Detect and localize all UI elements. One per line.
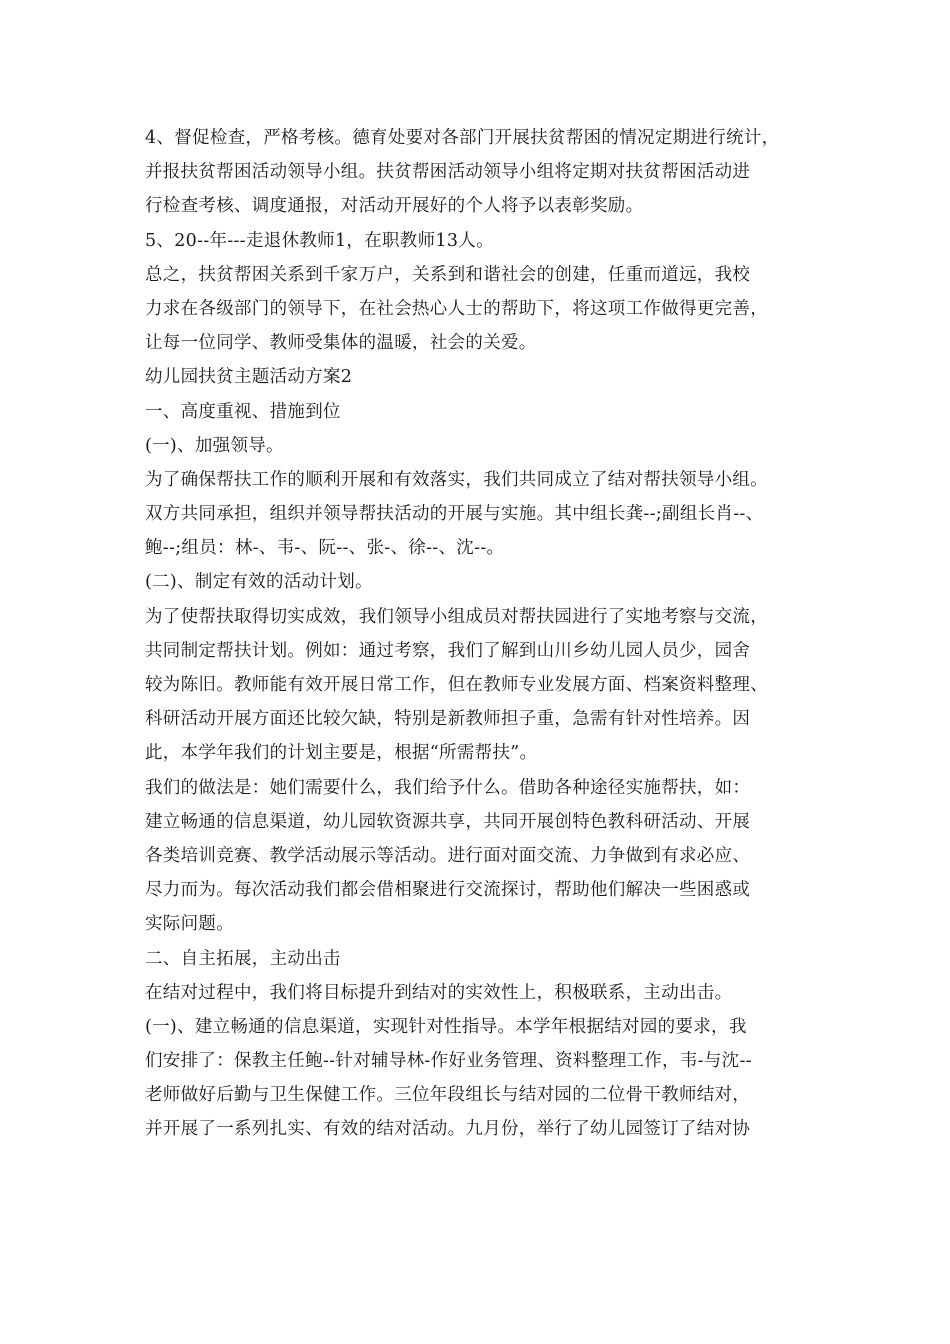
text-line: 老师做好后勤与卫生保健工作。三位年段组长与结对园的二位骨干教师结对， [145, 1085, 751, 1106]
document-body [145, 121, 817, 1147]
text-line: (一)、建立畅通的信息渠道，实现针对性指导。本学年根据结对园的要求，我 [145, 1016, 747, 1037]
text-line: 各类培训竞赛、教学活动展示等活动。进行面对面交流、力争做到有求必应、 [145, 845, 751, 866]
text-line: 并开展了一系列扎实、有效的结对活动。九月份，举行了幼儿园签订了结对协 [145, 1119, 751, 1140]
text-line: 5、20--年---走退休教师1，在职教师13人。 [145, 230, 494, 251]
text-line: 在结对过程中，我们将目标提升到结对的实效性上，积极联系，主动出击。 [145, 982, 733, 1003]
text-line: 双方共同承担，组织并领导帮扶活动的开展与实施。其中组长龚--;副组长肖--、 [145, 504, 764, 525]
text-line: 行检查考核、调度通报，对活动开展好的个人将予以表彰奖励。 [145, 196, 644, 217]
text-line: 我们的做法是：她们需要什么，我们给予什么。借助各种途径实施帮扶，如： [145, 777, 751, 798]
text-line: 们安排了：保教主任鲍--针对辅导林-作好业务管理、资料整理工作，韦-与沈-- [145, 1051, 752, 1072]
heading-line: 二、自主拓展，主动出击 [145, 948, 341, 969]
text-line: 共同制定帮扶计划。例如：通过考察，我们了解到山川乡幼儿园人员少，园舍 [145, 640, 751, 661]
section-title: 幼儿园扶贫主题活动方案2 [145, 367, 353, 388]
text-line: 力求在各级部门的领导下，在社会热心人士的帮助下，将这项工作做得更完善， [145, 298, 768, 319]
subheading-line: (一)、加强领导。 [145, 435, 284, 456]
text-line: 科研活动开展方面还比较欠缺，特别是新教师担子重，急需有针对性培养。因 [145, 709, 751, 730]
text-line: 建立畅通的信息渠道，幼儿园软资源共享，共同开展创特色教科研活动、开展 [145, 811, 751, 832]
text-line: 4、督促检查，严格考核。德育处要对各部门开展扶贫帮困的情况定期进行统计， [145, 128, 780, 148]
heading-line: 一、高度重视、措施到位 [145, 401, 341, 422]
subheading-line: (二)、制定有效的活动计划。 [145, 572, 373, 593]
text-line: 尽力而为。每次活动我们都会借相聚进行交流探讨，帮助他们解决一些困惑或 [145, 880, 751, 901]
text-line: 为了确保帮扶工作的顺利开展和有效落实，我们共同成立了结对帮扶领导小组。 [145, 469, 768, 490]
text-line: 为了使帮扶取得切实成效，我们领导小组成员对帮扶园进行了实地考察与交流， [145, 606, 768, 627]
text-line: 并报扶贫帮困活动领导小组。扶贫帮困活动领导小组将定期对扶贫帮困活动进 [145, 162, 751, 183]
text-line: 鲍--;组员：林-、韦-、阮--、张-、徐--、沈--。 [145, 538, 505, 559]
text-line: 总之，扶贫帮困关系到千家万户，关系到和谐社会的创建，任重而道远，我校 [145, 264, 751, 285]
text-line: 此，本学年我们的计划主要是，根据“所需帮扶”。 [145, 743, 538, 764]
text-line: 实际问题。 [145, 914, 234, 935]
text-line: 让每一位同学、教师受集体的温暖，社会的关爱。 [145, 333, 537, 354]
text-line: 较为陈旧。教师能有效开展日常工作，但在教师专业发展方面、档案资料整理、 [145, 675, 768, 695]
